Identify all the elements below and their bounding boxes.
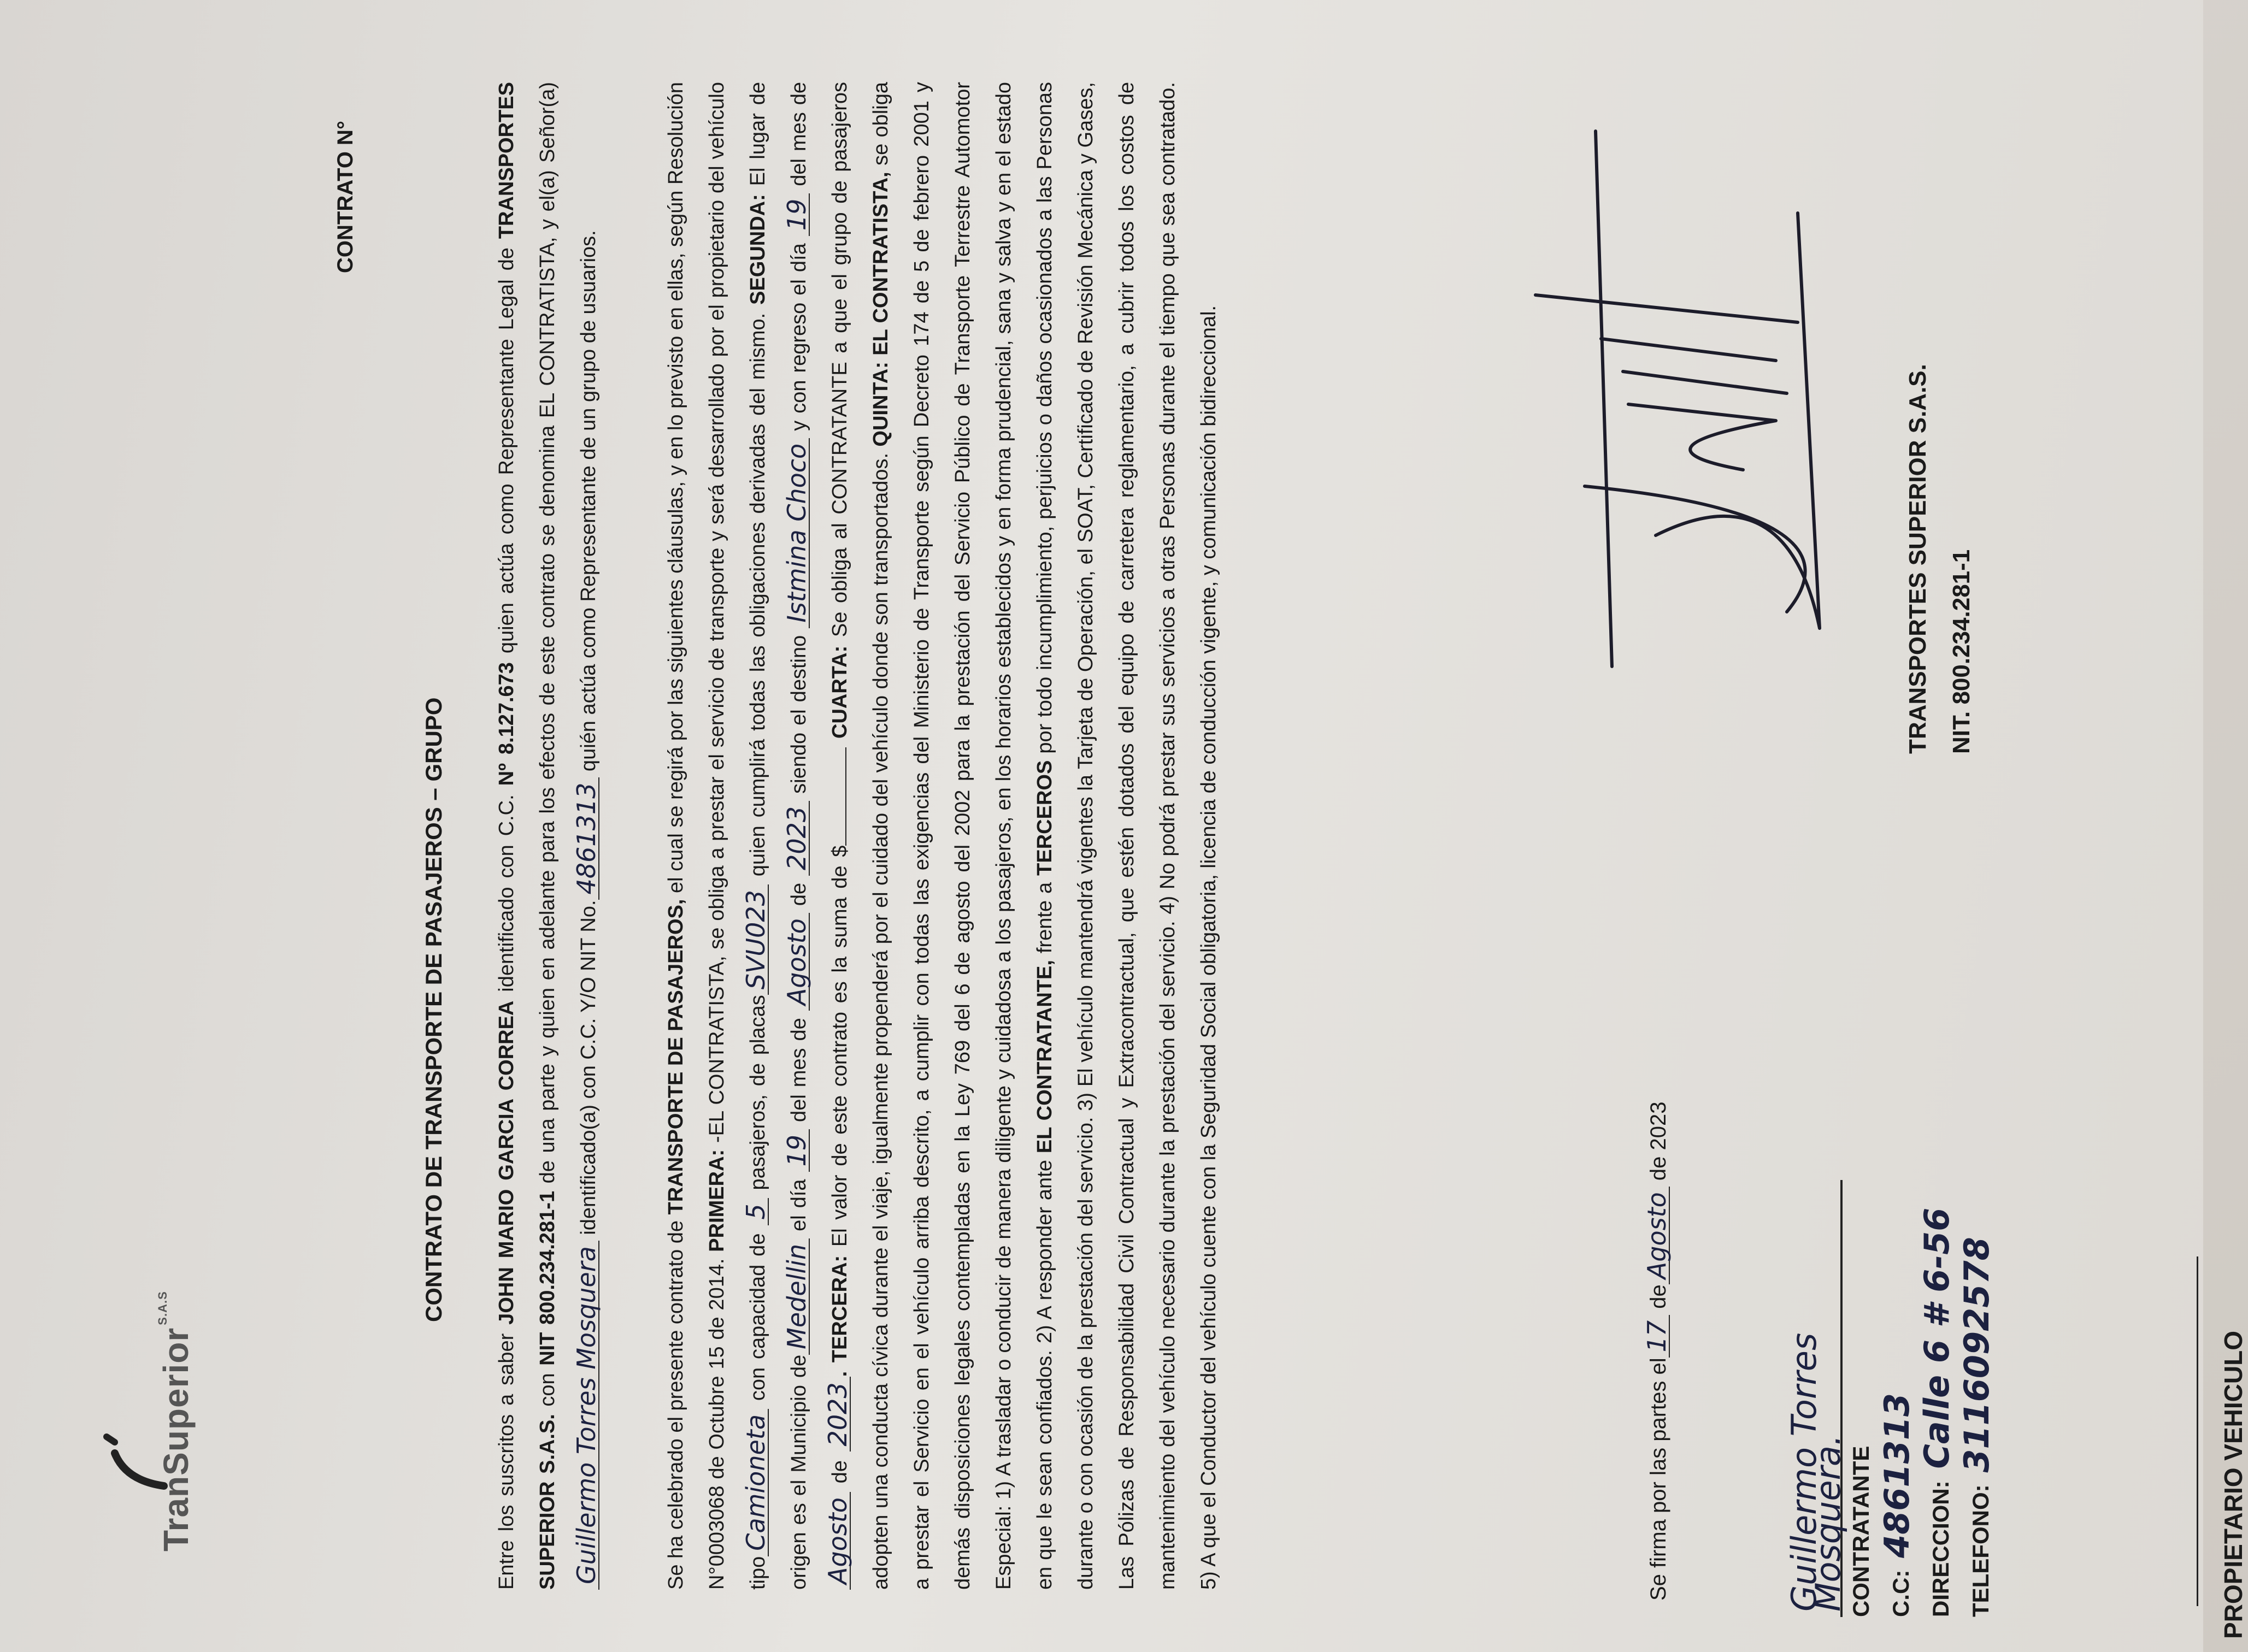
handwritten-return-year: 2023 <box>826 1377 851 1452</box>
clause-body: Se ha celebrado el presente contrato de TRANSPORTE DE PASAJEROS, el cual se regirá por las siguientes cláusulas, y en lo previsto en ellas, según Resolución N°0003068 de Octubre 15 de 2014. PRIMERA: -EL CONTRATISTA, se obliga a prestar el servicio de transporte y será desarrollado por el propietario del vehículo tipoCamioneta con capacidad de 5 pasajeros, de placasSVU023 quien cumplirá todas las obligaciones derivadas del mismo. SEGUNDA: El lugar de origen es el Municipio deMedellin el día 19 del mes de Agosto de 2023 siendo el destino Istmina Choco y con regreso el día 19 del mes de Agosto de 2023. TERCERA: El valor de este contrato es la suma de $ CUARTA: Se obliga al CONTRATANTE a que el grupo de pasajeros adopten una conducta cívica durante el viaje, igualmente propenderá por el cuidado del vehículo donde son transportados. QUINTA: EL CONTRATISTA, se obliga a prestar el Servicio en el vehículo arriba descrito, a cumplir con todas las exigencias del Ministerio de Transporte según Decreto 174 de 5 de febrero 2001 y demás disposiciones legales contempladas en la Ley 769 del 6 de agosto del 2002 para la prestación del Servicio Público de Transporte Terrestre Automotor Especial: 1) A trasladar o conducir de manera diligente y cuidadosa a los pasajeros, en los horarios establecidos y en forma prudencial, sana y salva y en el estado en que le sean confiados. 2) A responder ante EL CONTRATANTE, frente a TERCEROS por todo incumplimiento, perjuicios o daños ocasionados a las Personas durante o con ocasión de la prestación del servicio. 3) El vehículo mantendrá vigentes la Tarjeta de Operación, el SOAT, Certificado de Revisión Mecánica y Gases, Las Pólizas de Responsabilidad Civil Contractual y Extracontractual, que estén dotados del equipo de carretera reglamentario, a cubrir todos los costos de mantenimiento del vehículo necesario durante la prestación del servicio. 4) No podrá prestar sus servicios a otras Personas durante el tiempo que sea contratado. 5) A que el Conductor del vehículo cuente con la Seguridad Social obligatoria, licencia de conducción vigente, y comunicación bidireccional. <box>664 81 1220 1590</box>
telefono-row: TELEFONO: 3116092578 <box>1965 1180 1994 1617</box>
handwritten-year: 2023 <box>785 801 810 876</box>
owner-signature-line <box>2197 1256 2198 1606</box>
contratante-block <box>1784 1180 2005 1617</box>
handwritten-cc: 4861313 <box>574 777 599 900</box>
handwritten-origin: Medellin <box>785 1238 810 1355</box>
handwritten-day: 19 <box>785 1129 810 1172</box>
handwritten-address: Calle 6 # 6-56 <box>1917 1207 1957 1469</box>
contratante-signature: Guillermo Torres Mosquera. <box>1792 1180 1843 1617</box>
contratante-label: CONTRATANTE <box>1848 1446 1874 1617</box>
handwritten-capacity: 5 <box>744 1198 769 1225</box>
clause-intro: Entre los suscritos a saber JOHN MARIO GARCIA CORREA identificado con C.C. Nº 8.127.673 quien actúa como Representante Legal de TRANSPORTES SUPERIOR S.A.S. con NIT 800.234.281-1 de una parte y quien en adelante para los efectos de este contrato se denomina EL CONTRATISTA, y el(a) Señor(a) Guillermo Torres Mosquera identificado(a) con C.C. Y/O NIT No.4861313 quién actúa como Representante de un grupo de usuarios. <box>495 82 601 1590</box>
company-signature <box>1514 104 1896 677</box>
company-nit: NIT. 800.234.281-1 <box>1948 549 1975 754</box>
direccion-row: DIRECCION: Calle 6 # 6-56 <box>1925 1180 1954 1617</box>
handwritten-return-day: 19 <box>785 193 810 237</box>
handwritten-vehicle-type: Camioneta <box>744 1409 769 1556</box>
company-name: TRANSPORTES SUPERIOR S.A.S. <box>1904 364 1931 754</box>
logo-wordmark: TranSuperior$^{S.A.S}$ <box>156 1291 196 1551</box>
company-logo <box>104 1267 213 1573</box>
handwritten-destination: Istmina Choco <box>785 438 810 628</box>
handwritten-sign-day: 17 <box>1645 1315 1670 1358</box>
handwritten-return-month: Agosto <box>826 1492 851 1590</box>
handwritten-sign-month: Agosto <box>1645 1187 1670 1284</box>
cc-row: C.C: 4861313 <box>1885 1180 1914 1617</box>
company-signature-block <box>1896 364 1984 754</box>
handwritten-cc-value: 4861313 <box>1877 1393 1917 1558</box>
handwritten-month: Agosto <box>785 913 810 1011</box>
blank-amount <box>845 747 846 846</box>
handwritten-phone: 3116092578 <box>1957 1237 1997 1473</box>
page-title: CONTRATO DE TRANSPORTE DE PASAJEROS – GRUPO <box>421 697 446 1322</box>
contract-number-label: CONTRATO N° <box>333 121 357 273</box>
owner-label: PROPIETARIO VEHICULO <box>2219 1331 2247 1639</box>
contract-document <box>71 33 2247 1639</box>
handwritten-name: Guillermo Torres Mosquera <box>574 1241 599 1590</box>
signing-date: Se firma por las partes el17 deAgosto de 2023 <box>1642 1101 1672 1601</box>
handwritten-plate: SVU023 <box>744 884 769 995</box>
